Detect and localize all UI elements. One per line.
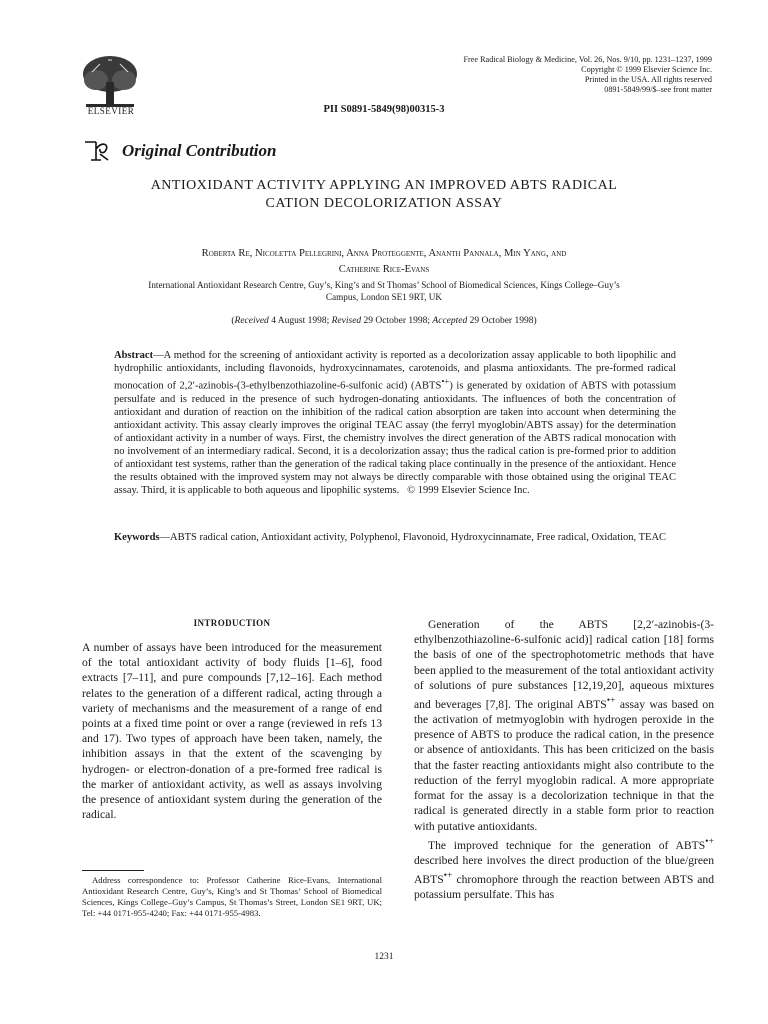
article-dates: (Received 4 August 1998; Revised 29 October 1998; Accepted 29 October 1998): [231, 316, 537, 326]
section-label: Original Contribution: [122, 141, 277, 160]
radical-superscript: •+: [443, 869, 453, 881]
received-date: 4 August 1998;: [271, 316, 330, 326]
paragraph-text: The improved technique for the generation of ABTS: [428, 838, 706, 852]
journal-line: Printed in the USA. All rights reserved: [584, 75, 712, 84]
paragraph: [414, 617, 714, 834]
journal-line: Free Radical Biology & Medicine, Vol. 26, Nos. 9/10, pp. 1231–1237, 1999: [463, 55, 712, 64]
affiliation-line: Campus, London SE1 9RT, UK: [325, 292, 443, 302]
abstract-text: —A method for the screening of antioxidant activity is reported as a decolorization assay applicable to both lipophilic and hydrophilic antioxidants, including flavonoids, hydroxycinnamates, carotenoids, and plasma antioxidants. The pre-formed radical monocation of 2,2′-azinobis-(3-ethylbenzothiazoline-6-sulfonic acid) (ABTS: [114, 350, 676, 392]
accepted-date: 29 October 1998: [469, 316, 534, 326]
paragraph: [414, 834, 714, 903]
journal-line: Copyright © 1999 Elsevier Science Inc.: [581, 65, 712, 74]
journal-line: 0891-5849/99/$–see front matter: [604, 85, 712, 94]
radical-superscript: •+: [705, 835, 714, 847]
introduction-paragraph: A number of assays have been introduced for the measurement of the total antioxidant activity of body fluids [1–6], food extracts [7–11], and pure compounds [7,12–16]. Each method relates to the generation of a different radical, acting through a variety of mechanisms and the measurement of a range of end points at a fixed time point or over a range (reviewed in refs 13 and 17). Two types of approach have been taken, namely, the inhibition assays in that the extent of the scavenging by hydrogen- or electron-donation of a pre-formed free radical is the marker of antioxidant activity, as well as assays involving the presence of antioxidant system during the generation of the radical.: [82, 641, 382, 822]
paragraph-text: assay was based on the activation of metmyoglobin with hydrogen peroxide in the presence of ABTS to produce the radical cation, in the presence or absence of antioxidants. This has been criticized on the basis that the faster reacting antioxidants might also contribute to the reduction of the ferryl myoglobin radical. A more appropriate format for the assay is a decolorization technique in that the radical is generated directly in a stable form prior to reaction with putative antioxidants.: [414, 697, 714, 833]
revised-date: 29 October 1998;: [363, 316, 431, 326]
affiliation-line: International Antioxidant Research Centre, Guy’s, King’s and St Thomas’ School of Biomedical Sciences, Kings College–Guy’s: [148, 280, 620, 290]
footnote-rule: [82, 870, 144, 871]
title-line: ANTIOXIDANT ACTIVITY APPLYING AN IMPROVED ABTS RADICAL: [150, 178, 618, 193]
abstract-text: ) is generated by oxidation of ABTS with potassium persulfate and is reduced in the presence of such hydrogen-donating antioxidants. The influences of both the concentration of antioxidant and duration of reaction on the inhibition of the radical cation absorption are taken into account when determining the antioxidant activity. This assay clearly improves the original TEAC assay (the ferryl myoglobin/ABTS assay) for the determination of antioxidant activity in a number of ways. First, the chemistry involves the direct generation of the ABTS radical monocation with no involvement of an intermediary radical. Second, it is a decolorization assay; thus the radical cation is pre-formed prior to addition of antioxidant test systems, rather than the generation of the radical taking place continually in the presence of the antioxidant. Hence the results obtained with the improved system may not always be directly comparable with those obtained using the original TEAC assay. Third, it is applicable to both aqueous and lipophilic systems.: [114, 380, 676, 496]
abstract-label: Abstract: [114, 350, 154, 361]
author-list: [110, 246, 658, 278]
keywords-text: —ABTS radical cation, Antioxidant activity, Polyphenol, Flavonoid, Hydroxycinnamate, Free radical, Oxidation, TEAC: [159, 532, 667, 543]
abstract-copyright: © 1999 Elsevier Science Inc.: [407, 484, 530, 496]
contribution-mark-icon: [82, 136, 112, 162]
publisher-name: ELSEVIER: [87, 106, 135, 116]
accepted-label: Accepted: [432, 316, 468, 326]
revised-label: Revised: [331, 316, 362, 326]
journal-citation: [372, 55, 712, 95]
affiliation: [100, 279, 668, 303]
received-label: Received: [234, 316, 269, 326]
right-column: [414, 617, 714, 902]
keywords: [114, 531, 676, 544]
radical-superscript: •+: [441, 376, 450, 386]
keywords-label: Keywords: [114, 532, 160, 543]
author-line: Roberta Re, Nicoletta Pellegrini, Anna Proteggente, Ananth Pannala, Min Yang, and: [201, 248, 567, 259]
paragraph-text: chromophore through the reaction between ABTS and potassium persulfate. This has: [414, 872, 714, 902]
title-line: CATION DECOLORIZATION ASSAY: [265, 196, 503, 211]
article-title: [120, 177, 648, 213]
author-line: Catherine Rice-Evans: [338, 264, 430, 275]
correspondence-footnote: Address correspondence to: Professor Catherine Rice-Evans, International Antioxidant Research Centre, Guy’s, King’s and St Thomas’ School of Biomedical Sciences, Kings College–Guy’s Campus, St Thomas’s Street, London SE1 9RT, UK; Tel: +44 0171-955-4240; Fax: +44 0171-955-4983.: [82, 875, 382, 918]
radical-superscript: •+: [606, 695, 616, 707]
pii-identifier: PII S0891-5849(98)00315-3: [323, 104, 445, 115]
paragraph-text: Generation of the ABTS [2,2′-azinobis-(3-ethylbenzothiazoline-6-sulfonic acid)] radical cation [18] forms the basis of one of the spectrophotometric methods that have been applied to the measurement of the total antioxidant activity of solutions of pure substances [12,19,20], aqueous mixtures and beverages [7,8]. The original ABTS: [414, 618, 714, 711]
paragraph-text: described here involves the direct production of the blue/green ABTS: [414, 853, 714, 886]
section-heading-introduction: INTRODUCTION: [193, 618, 271, 628]
page-number: 1231: [374, 952, 394, 962]
abstract: [114, 349, 676, 497]
